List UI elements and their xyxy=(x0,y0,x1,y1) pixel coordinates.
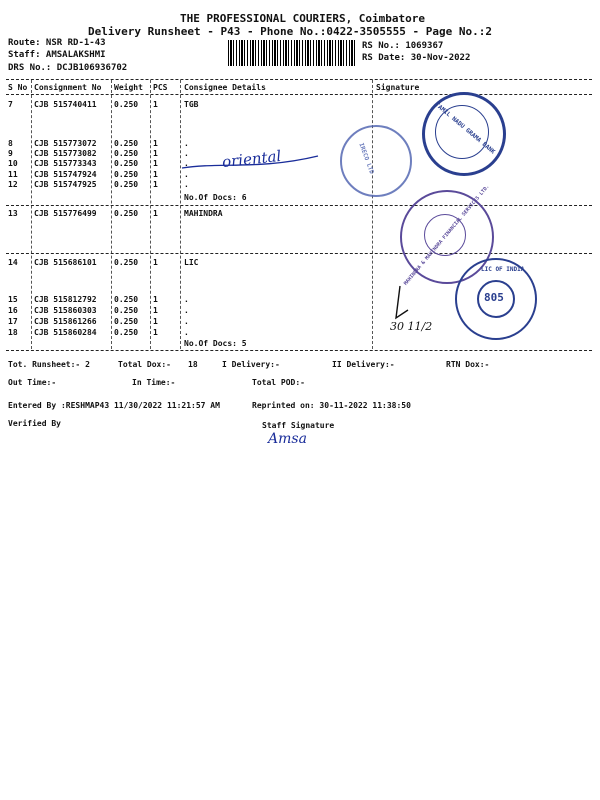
ii-delivery: II Delivery:- xyxy=(332,360,395,369)
verified-by: Verified By xyxy=(8,419,61,428)
table-row: 17 CJB 515861266 0.250 1 . xyxy=(8,317,189,326)
docs-count: No.Of Docs: 5 xyxy=(184,339,247,348)
table-row: 9 CJB 515773082 0.250 1 . xyxy=(8,149,189,158)
col-signature: Signature xyxy=(376,83,420,92)
handwritten-staff-sig: Amsa xyxy=(268,431,307,447)
route: Route: NSR RD-1-43 xyxy=(8,38,106,48)
rtn-dox: RTN Dox:- xyxy=(446,360,490,369)
lic-stamp: LIC OF INDIA 805 xyxy=(455,258,537,340)
col-weight: Weight xyxy=(114,83,143,92)
handwritten-date: 30 11/2 xyxy=(390,320,433,333)
reprinted-on: Reprinted on: 30-11-2022 11:38:50 xyxy=(252,401,411,410)
table-row: 15 CJB 515812792 0.250 1 . xyxy=(8,295,189,304)
pen-stroke xyxy=(180,150,320,180)
total-pod: Total POD:- xyxy=(252,378,305,387)
divider xyxy=(6,94,592,95)
table-row: 10 CJB 515773343 0.250 1 . xyxy=(8,159,189,168)
rs-number: RS No.: 1069367 xyxy=(362,41,444,51)
docs-count: No.Of Docs: 6 xyxy=(184,193,247,202)
col-pcs: PCS xyxy=(153,83,168,92)
col-consignee: Consignee Details xyxy=(184,83,266,92)
tot-runsheet: Tot. Runsheet:- 2 xyxy=(8,360,90,369)
total-dox-label: Total Dox:- xyxy=(118,360,171,369)
barcode xyxy=(228,40,356,66)
in-time: In Time:- xyxy=(132,378,176,387)
col-sno: S No xyxy=(8,83,28,92)
col-divider xyxy=(372,80,373,349)
drs-number: DRS No.: DCJB106936702 xyxy=(8,63,128,73)
divider xyxy=(6,253,592,254)
entered-by: Entered By :RESHMAP43 11/30/2022 11:21:57 AM xyxy=(8,401,220,410)
circular-stamp: IRECO LTD xyxy=(340,125,412,197)
runsheet-line: Delivery Runsheet - P43 - Phone No.:0422-3505555 - Page No.:2 xyxy=(88,25,492,38)
col-consignment: Consignment No xyxy=(34,83,102,92)
divider xyxy=(6,205,592,206)
rs-date: RS Date: 30-Nov-2022 xyxy=(362,53,471,63)
handwritten-oriental: oriental xyxy=(221,146,283,172)
table-row: 14 CJB 515686101 0.250 1 LIC xyxy=(8,258,199,267)
total-dox-value: 18 xyxy=(188,360,198,369)
pen-tick xyxy=(386,284,416,324)
company-title: THE PROFESSIONAL COURIERS, Coimbatore xyxy=(180,12,426,25)
table-row: 7 CJB 515740411 0.250 1 TGB xyxy=(8,100,199,109)
out-time: Out Time:- xyxy=(8,378,57,387)
table-row: 18 CJB 515860284 0.250 1 . xyxy=(8,328,189,337)
staff-name: Staff: AMSALAKSHMI xyxy=(8,50,106,60)
table-row: 8 CJB 515773072 0.250 1 . xyxy=(8,139,189,148)
table-row: 13 CJB 515776499 0.250 1 MAHINDRA xyxy=(8,209,223,218)
staff-signature-label: Staff Signature xyxy=(262,421,335,430)
mahindra-stamp: MAHINDRA & MAHINDRA FINANCIAL SERVICES LTD. xyxy=(400,190,494,284)
bank-stamp: TAMIL NADU GRAMA BANK xyxy=(422,92,506,176)
table-row: 12 CJB 515747925 0.250 1 . xyxy=(8,180,189,189)
table-header xyxy=(6,83,592,93)
divider xyxy=(6,350,592,351)
table-row: 11 CJB 515747924 0.250 1 . xyxy=(8,170,189,179)
divider xyxy=(6,79,592,80)
table-row: 16 CJB 515860303 0.250 1 . xyxy=(8,306,189,315)
i-delivery: I Delivery:- xyxy=(222,360,280,369)
